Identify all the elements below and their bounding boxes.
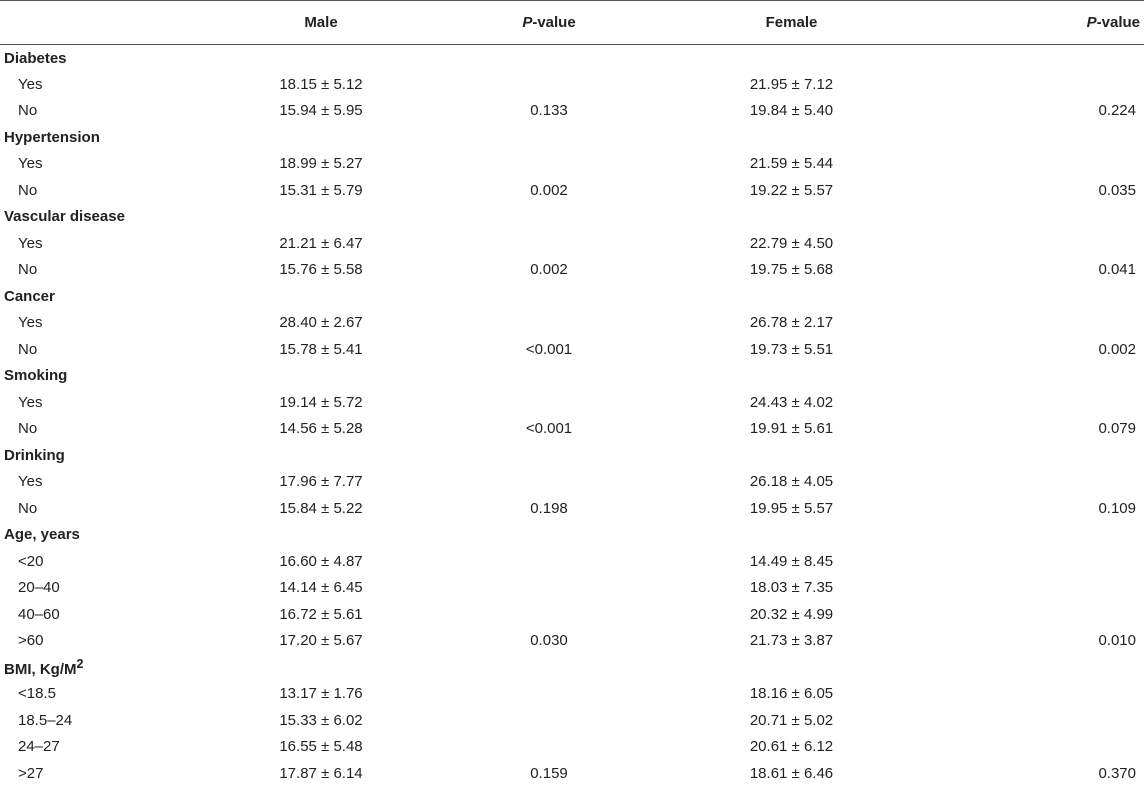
female-p-value: 0.041	[1098, 261, 1136, 279]
female-value: 20.32 ± 4.99	[749, 605, 834, 623]
row-label: No	[18, 181, 38, 199]
male-value: 19.14 ± 5.72	[279, 393, 363, 411]
group-label	[0, 522, 1144, 549]
female-p-value	[909, 469, 1144, 496]
group-label	[0, 363, 1144, 390]
group-label	[0, 283, 1144, 310]
table-row	[0, 469, 1144, 496]
row-label: Yes	[18, 234, 43, 252]
group-row	[0, 363, 1144, 390]
row-label: >60	[18, 632, 44, 650]
group-row	[0, 442, 1144, 469]
female-value: 19.95 ± 5.57	[749, 499, 834, 517]
table-row	[0, 310, 1144, 337]
female-value: 20.71 ± 5.02	[749, 711, 834, 729]
table-row	[0, 601, 1144, 628]
table-row	[0, 495, 1144, 522]
male-p-value: 0.002	[530, 261, 568, 279]
female-value: 26.78 ± 2.17	[749, 314, 834, 332]
male-value: 15.78 ± 5.41	[279, 340, 363, 358]
female-p-value	[909, 707, 1144, 734]
male-p-value: 0.133	[530, 102, 568, 120]
row-label: No	[18, 420, 38, 438]
male-p-value	[404, 230, 644, 257]
group-name: Vascular disease	[4, 208, 125, 226]
group-label	[0, 204, 1144, 231]
group-label	[0, 124, 1144, 151]
row-label: 40–60	[18, 605, 60, 623]
row-label: <18.5	[18, 685, 56, 703]
female-p-value: 0.079	[1098, 420, 1136, 438]
header-p-rest: -value	[1096, 14, 1140, 31]
male-p-value: <0.001	[525, 420, 573, 438]
table-row	[0, 628, 1144, 655]
male-p-value	[404, 151, 644, 178]
group-name: Cancer	[4, 287, 55, 305]
table-row	[0, 681, 1144, 708]
female-p-value: 0.109	[1098, 499, 1136, 517]
female-value: 14.49 ± 8.45	[749, 552, 834, 570]
female-p-value	[909, 575, 1144, 602]
row-label: <20	[18, 552, 44, 570]
table-row	[0, 151, 1144, 178]
female-p-value: 0.370	[1098, 764, 1136, 782]
male-p-value	[404, 469, 644, 496]
male-p-value: 0.198	[530, 499, 568, 517]
row-label: Yes	[18, 314, 43, 332]
row-label: No	[18, 261, 38, 279]
male-value: 15.76 ± 5.58	[279, 261, 363, 279]
male-p-value	[404, 548, 644, 575]
female-value: 22.79 ± 4.50	[749, 234, 834, 252]
male-value: 15.94 ± 5.95	[279, 102, 363, 120]
male-value: 14.56 ± 5.28	[279, 420, 363, 438]
group-name: Drinking	[4, 446, 65, 464]
female-value: 18.03 ± 7.35	[749, 579, 834, 597]
female-p-value	[909, 548, 1144, 575]
table-row	[0, 177, 1144, 204]
male-value: 17.96 ± 7.77	[279, 473, 363, 491]
female-p-value	[909, 681, 1144, 708]
row-label: 20–40	[18, 579, 60, 597]
group-name: Age, years	[4, 526, 80, 544]
group-row	[0, 204, 1144, 231]
male-value: 17.20 ± 5.67	[279, 632, 363, 650]
group-label	[0, 442, 1144, 469]
female-value: 21.95 ± 7.12	[749, 75, 834, 93]
group-row	[0, 654, 1144, 681]
group-name: Smoking	[4, 367, 68, 385]
male-p-value	[404, 707, 644, 734]
group-row	[0, 522, 1144, 549]
header-p-value-male	[404, 1, 644, 45]
male-value: 16.60 ± 4.87	[279, 552, 363, 570]
female-value: 19.75 ± 5.68	[749, 261, 834, 279]
female-value: 18.16 ± 6.05	[749, 685, 834, 703]
female-p-value	[909, 230, 1144, 257]
male-value: 17.87 ± 6.14	[279, 764, 363, 782]
male-value: 21.21 ± 6.47	[279, 234, 363, 252]
male-p-value	[404, 71, 644, 98]
row-label: 24–27	[18, 738, 60, 756]
table-row	[0, 734, 1144, 761]
table-row	[0, 257, 1144, 284]
female-value: 19.73 ± 5.51	[749, 340, 834, 358]
row-label: >27	[18, 764, 44, 782]
female-value: 19.84 ± 5.40	[749, 102, 834, 120]
female-p-value: 0.035	[1098, 181, 1136, 199]
female-p-value	[909, 734, 1144, 761]
header-p-italic: P	[522, 14, 533, 31]
header-p-italic: P	[1086, 14, 1097, 31]
group-row	[0, 283, 1144, 310]
male-p-value	[404, 734, 644, 761]
female-p-value: 0.224	[1098, 102, 1136, 120]
male-value: 28.40 ± 2.67	[279, 314, 363, 332]
female-p-value	[909, 71, 1144, 98]
table-body	[0, 45, 1144, 787]
table-row	[0, 336, 1144, 363]
male-value: 15.84 ± 5.22	[279, 499, 363, 517]
male-p-value	[404, 310, 644, 337]
female-value: 18.61 ± 6.46	[749, 764, 834, 782]
group-row	[0, 45, 1144, 72]
male-value: 16.72 ± 5.61	[279, 605, 363, 623]
female-value: 20.61 ± 6.12	[749, 738, 834, 756]
male-p-value	[404, 601, 644, 628]
header-male: Male	[214, 1, 404, 45]
header-row	[0, 1, 1144, 45]
header-p-rest: -value	[532, 14, 576, 31]
header-p-value-female	[909, 1, 1144, 45]
row-label: 18.5–24	[18, 711, 73, 729]
group-label	[0, 654, 1144, 681]
male-value: 18.99 ± 5.27	[279, 155, 363, 173]
male-value: 15.33 ± 6.02	[279, 711, 363, 729]
group-name: BMI, Kg/M	[4, 660, 77, 678]
row-label: Yes	[18, 75, 43, 93]
table-row	[0, 98, 1144, 125]
female-value: 24.43 ± 4.02	[749, 393, 834, 411]
row-label: No	[18, 499, 38, 517]
male-value: 15.31 ± 5.79	[279, 181, 363, 199]
table-row	[0, 416, 1144, 443]
table-row	[0, 71, 1144, 98]
group-name: Diabetes	[4, 49, 67, 67]
female-p-value: 0.010	[1098, 632, 1136, 650]
group-row	[0, 124, 1144, 151]
header-label	[0, 1, 214, 45]
row-label: Yes	[18, 155, 43, 173]
male-p-value	[404, 575, 644, 602]
row-label: No	[18, 102, 38, 120]
group-name: Hypertension	[4, 128, 100, 146]
female-value: 19.22 ± 5.57	[749, 181, 834, 199]
female-p-value	[909, 151, 1144, 178]
female-p-value	[909, 601, 1144, 628]
table-row	[0, 389, 1144, 416]
female-value: 21.73 ± 3.87	[749, 632, 834, 650]
male-value: 14.14 ± 6.45	[279, 579, 363, 597]
row-label: No	[18, 340, 38, 358]
table-row	[0, 707, 1144, 734]
male-p-value: 0.030	[530, 632, 568, 650]
female-p-value: 0.002	[1098, 340, 1136, 358]
row-label: Yes	[18, 473, 43, 491]
female-value: 19.91 ± 5.61	[749, 420, 834, 438]
group-label	[0, 45, 1144, 72]
male-p-value	[404, 681, 644, 708]
female-value: 21.59 ± 5.44	[749, 155, 834, 173]
table-row	[0, 575, 1144, 602]
male-value: 16.55 ± 5.48	[279, 738, 363, 756]
female-value: 26.18 ± 4.05	[749, 473, 834, 491]
header-female: Female	[644, 1, 909, 45]
female-p-value	[909, 389, 1144, 416]
table-header	[0, 1, 1144, 45]
female-p-value	[909, 310, 1144, 337]
table-row	[0, 230, 1144, 257]
group-name-superscript: 2	[76, 656, 84, 671]
table-row	[0, 548, 1144, 575]
male-p-value	[404, 389, 644, 416]
male-p-value: <0.001	[525, 340, 573, 358]
table-row	[0, 760, 1144, 787]
male-p-value: 0.159	[530, 764, 568, 782]
male-p-value: 0.002	[530, 181, 568, 199]
male-value: 13.17 ± 1.76	[279, 685, 363, 703]
male-value: 18.15 ± 5.12	[279, 75, 363, 93]
row-label: Yes	[18, 393, 43, 411]
